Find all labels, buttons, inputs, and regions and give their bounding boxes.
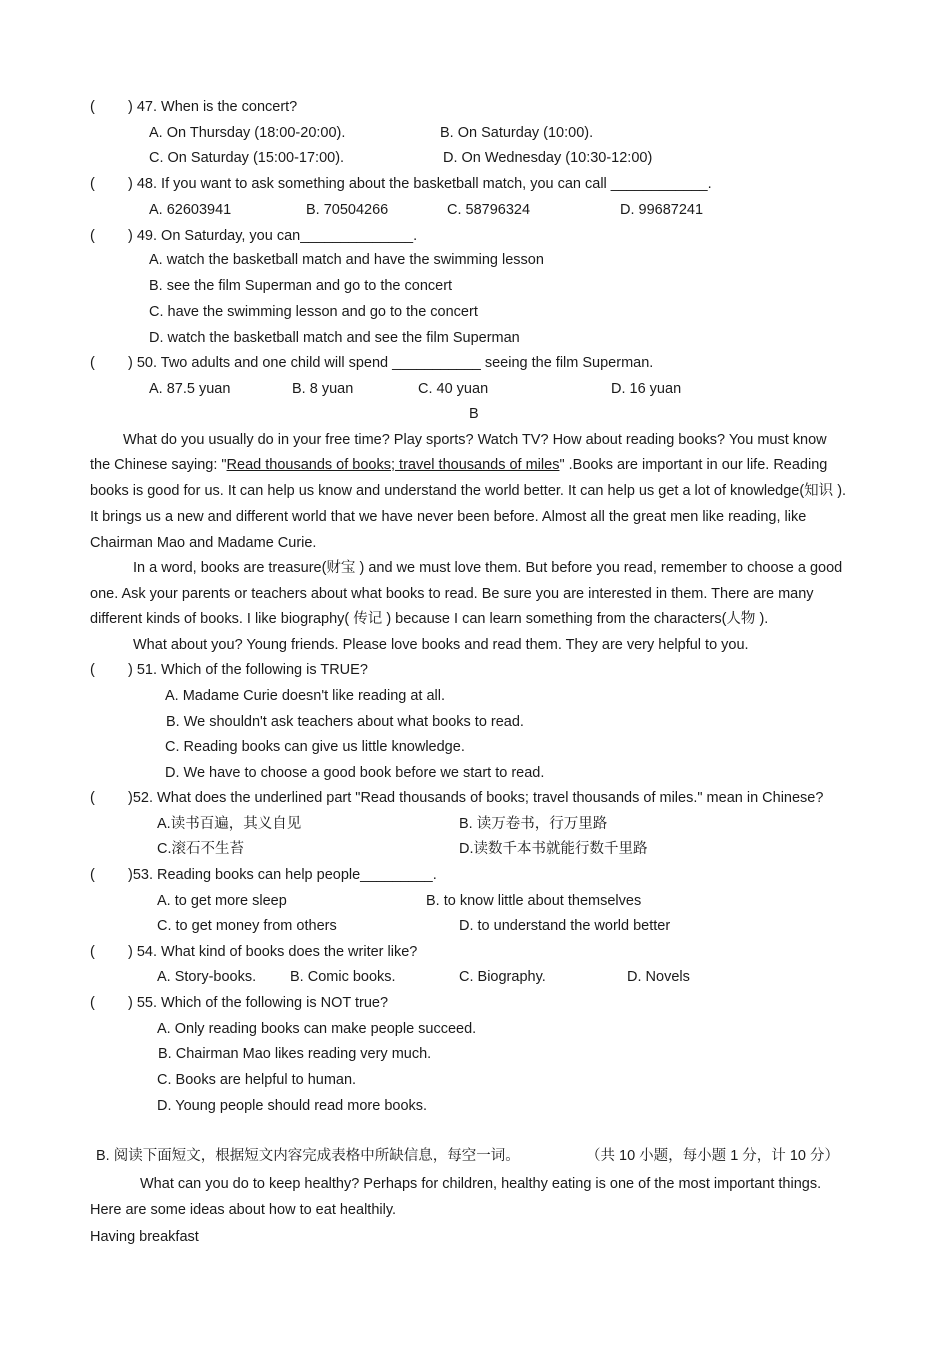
- passage-line: What can you do to keep healthy? Perhaps for children, healthy eating is one of the most important things.: [140, 1176, 822, 1192]
- passage-line: [90, 456, 827, 474]
- passage-text: " .Books are important in our life. Reading: [559, 457, 828, 473]
- part-b-heading: B. 阅读下面短文，根据短文内容完成表格中所缺信息，每空一词。: [96, 1148, 520, 1164]
- option-b: B. We shouldn't ask teachers about what books to read.: [166, 714, 524, 730]
- option-b: B. Chairman Mao likes reading very much.: [158, 1046, 432, 1062]
- underlined-saying: Read thousands of books; travel thousands of miles: [226, 457, 560, 473]
- question-stem: ) 47. When is the concert?: [128, 99, 298, 115]
- option-d: D. 16 yuan: [611, 381, 682, 397]
- option-a: A. Madame Curie doesn't like reading at all.: [165, 688, 446, 704]
- option-a: A. On Thursday (18:00-20:00).: [149, 125, 346, 141]
- passage-line: Here are some ideas about how to eat healthily.: [90, 1202, 397, 1218]
- option-a: A. 62603941: [149, 202, 232, 218]
- passage-line: It brings us a new and different world that we have never been before. Almost all the great men like reading, like: [90, 509, 807, 525]
- option-c: C. Biography.: [459, 969, 546, 985]
- option-c: C.滚石不生苔: [157, 841, 244, 857]
- passage-line: Having breakfast: [90, 1229, 199, 1245]
- question-stem: ) 54. What kind of books does the writer like?: [128, 944, 418, 960]
- option-b: B. Comic books.: [290, 969, 396, 985]
- passage-line: different kinds of books. I like biography( 传记 ) because I can learn something from the characters(人物 ).: [90, 611, 769, 627]
- question-stem: )52. What does the underlined part "Read thousands of books; travel thousands of miles." mean in Chinese?: [128, 790, 824, 806]
- option-c: C. Books are helpful to human.: [157, 1072, 357, 1088]
- option-b: B. 70504266: [306, 202, 389, 218]
- option-c: C. 58796324: [447, 202, 531, 218]
- option-c: C. to get money from others: [157, 918, 337, 934]
- question-54: [90, 943, 417, 961]
- question-stem: ) 51. Which of the following is TRUE?: [128, 662, 368, 678]
- option-a: A. Story-books.: [157, 969, 257, 985]
- option-d: D. watch the basketball match and see the film Superman: [149, 330, 520, 346]
- option-b: B. 读万卷书，行万里路: [459, 816, 608, 832]
- question-47: [90, 98, 297, 116]
- passage-line: In a word, books are treasure(财宝 ) and we must love them. But before you read, remember to choose a good: [133, 560, 843, 576]
- part-b-score: （共 10 小题，每小题 1 分，计 10 分）: [586, 1148, 839, 1164]
- option-d: D. Novels: [627, 969, 690, 985]
- section-title: B: [469, 406, 479, 422]
- passage-line: one. Ask your parents or teachers about what books to read. Be sure you are interested in them. There are many: [90, 586, 814, 602]
- question-stem: ) 48. If you want to ask something about the basketball match, you can call ____________.: [128, 176, 712, 192]
- answer-bracket: (: [90, 99, 95, 115]
- option-b: B. to know little about themselves: [426, 893, 642, 909]
- option-c: C. 40 yuan: [418, 381, 489, 397]
- question-50: [90, 354, 653, 372]
- option-a: A. to get more sleep: [157, 893, 287, 909]
- question-stem: ) 49. On Saturday, you can______________.: [128, 228, 418, 244]
- option-a: A. 87.5 yuan: [149, 381, 231, 397]
- question-49: [90, 227, 417, 245]
- question-52: [90, 789, 823, 807]
- option-b: B. see the film Superman and go to the concert: [149, 278, 453, 294]
- passage-text: the Chinese saying: ": [90, 457, 227, 473]
- option-a: A.读书百遍，其义自见: [157, 816, 302, 832]
- option-d: D. 99687241: [620, 202, 704, 218]
- passage-line: Chairman Mao and Madame Curie.: [90, 535, 317, 551]
- option-d: D. We have to choose a good book before we start to read.: [165, 765, 545, 781]
- passage-line: books is good for us. It can help us know and understand the world better. It can help us get a lot of knowledge(知识 ).: [90, 483, 847, 499]
- question-stem: ) 55. Which of the following is NOT true?: [128, 995, 389, 1011]
- option-d: D. to understand the world better: [459, 918, 671, 934]
- question-51: [90, 661, 368, 679]
- passage-line: What do you usually do in your free time? Play sports? Watch TV? How about reading books? You must know: [123, 432, 827, 448]
- answer-bracket: (: [90, 944, 95, 960]
- question-stem: )53. Reading books can help people_________.: [128, 867, 437, 883]
- option-c: C. have the swimming lesson and go to the concert: [149, 304, 478, 320]
- answer-bracket: (: [90, 662, 95, 678]
- option-d: D. Young people should read more books.: [157, 1098, 428, 1114]
- option-c: C. On Saturday (15:00-17:00).: [149, 150, 345, 166]
- answer-bracket: (: [90, 228, 95, 244]
- option-a: A. Only reading books can make people succeed.: [157, 1021, 477, 1037]
- question-48: [90, 175, 712, 193]
- option-d: D.读数千本书就能行数千里路: [459, 841, 648, 857]
- option-d: D. On Wednesday (10:30-12:00): [443, 150, 653, 166]
- answer-bracket: (: [90, 995, 95, 1011]
- passage-line: What about you? Young friends. Please love books and read them. They are very helpful to you.: [133, 637, 749, 653]
- answer-bracket: (: [90, 355, 95, 371]
- question-53: [90, 866, 437, 884]
- option-c: C. Reading books can give us little knowledge.: [165, 739, 465, 755]
- answer-bracket: (: [90, 176, 95, 192]
- question-stem: ) 50. Two adults and one child will spend ___________ seeing the film Superman.: [128, 355, 654, 371]
- answer-bracket: (: [90, 867, 95, 883]
- option-b: B. On Saturday (10:00).: [440, 125, 594, 141]
- option-a: A. watch the basketball match and have the swimming lesson: [149, 252, 544, 268]
- option-b: B. 8 yuan: [292, 381, 354, 397]
- answer-bracket: (: [90, 790, 95, 806]
- question-55: [90, 994, 388, 1012]
